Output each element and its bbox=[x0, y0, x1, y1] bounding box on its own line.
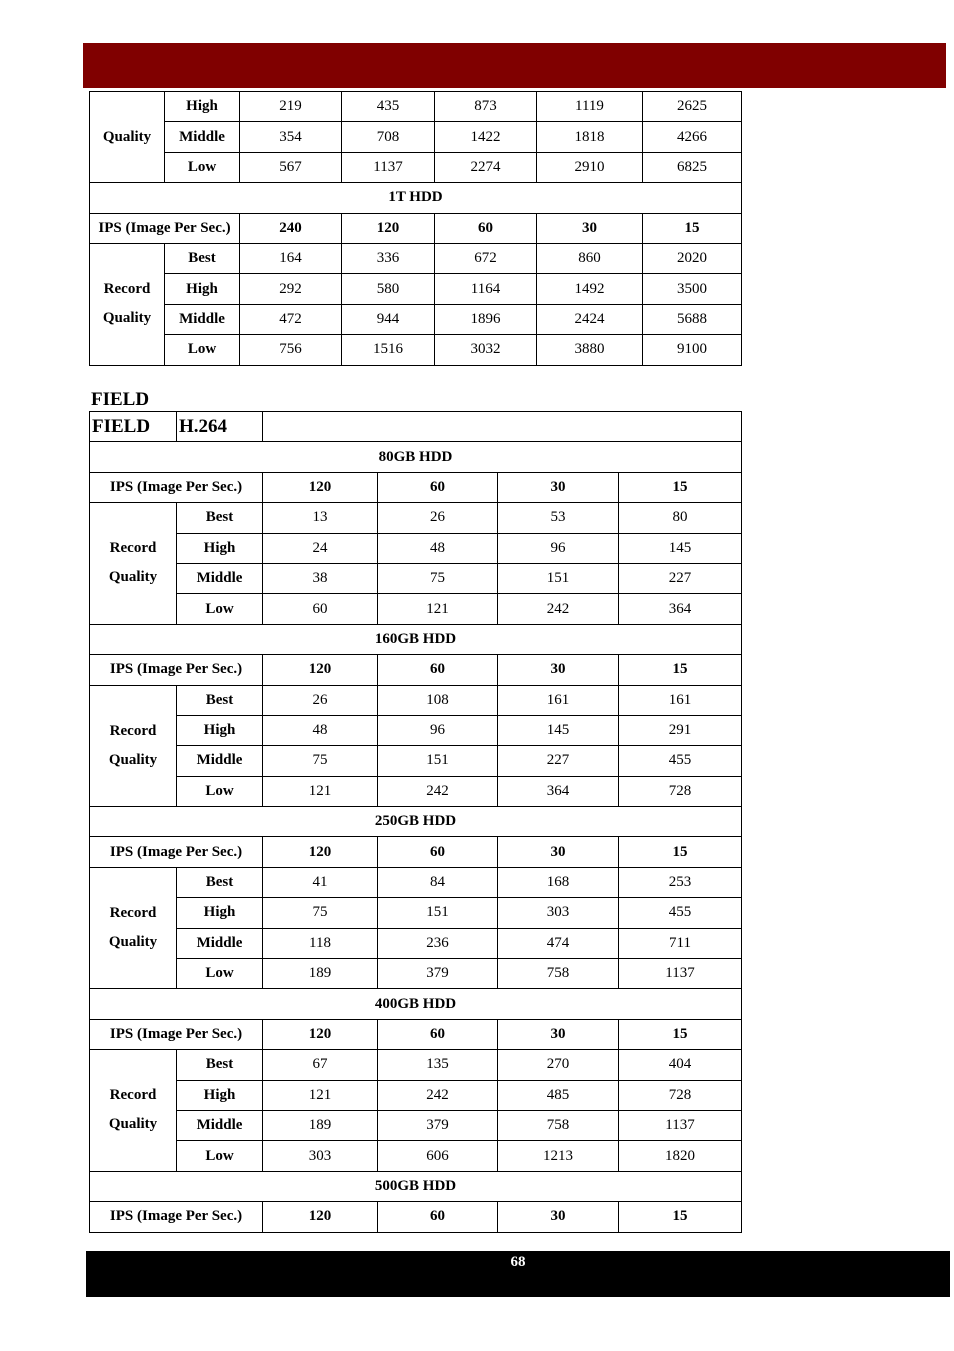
ips-label: IPS (Image Per Sec.) bbox=[90, 1019, 263, 1049]
table-row bbox=[90, 274, 742, 304]
hdd-section-title: 80GB HDD bbox=[90, 442, 742, 472]
value-cell: 404 bbox=[619, 1050, 742, 1080]
value-cell: 3880 bbox=[537, 335, 643, 365]
value-cell: 2424 bbox=[537, 304, 643, 334]
value-cell: 219 bbox=[240, 92, 342, 122]
value-cell: 4266 bbox=[643, 122, 742, 152]
value-cell: 227 bbox=[619, 563, 742, 593]
table-row bbox=[90, 1050, 742, 1080]
table-row bbox=[90, 1141, 742, 1171]
value-cell: 873 bbox=[435, 92, 537, 122]
ips-value: 120 bbox=[342, 213, 435, 243]
value-cell: 6825 bbox=[643, 152, 742, 182]
record-quality-label bbox=[90, 867, 177, 989]
quality-level: Low bbox=[177, 776, 263, 806]
table-row bbox=[90, 655, 742, 685]
value-cell: 26 bbox=[378, 503, 498, 533]
table-row bbox=[90, 442, 742, 472]
value-cell: 944 bbox=[342, 304, 435, 334]
ips-value: 120 bbox=[263, 1019, 378, 1049]
value-cell: 121 bbox=[263, 776, 378, 806]
ips-value: 120 bbox=[263, 472, 378, 502]
ips-value: 15 bbox=[619, 472, 742, 502]
table-row bbox=[90, 213, 742, 243]
table-row bbox=[90, 1110, 742, 1140]
value-cell: 121 bbox=[378, 594, 498, 624]
table-row bbox=[90, 533, 742, 563]
quality-level: High bbox=[165, 274, 240, 304]
value-cell: 3032 bbox=[435, 335, 537, 365]
value-cell: 96 bbox=[378, 715, 498, 745]
value-cell: 108 bbox=[378, 685, 498, 715]
ips-value: 60 bbox=[435, 213, 537, 243]
table-row bbox=[90, 837, 742, 867]
quality-level: Best bbox=[177, 685, 263, 715]
table-row bbox=[90, 746, 742, 776]
quality-label: Quality bbox=[108, 934, 158, 951]
quality-label: Quality bbox=[102, 310, 152, 327]
value-cell: 242 bbox=[378, 776, 498, 806]
value-cell: 1516 bbox=[342, 335, 435, 365]
ips-value: 120 bbox=[263, 837, 378, 867]
ips-label: IPS (Image Per Sec.) bbox=[90, 837, 263, 867]
value-cell: 474 bbox=[498, 928, 619, 958]
ips-value: 60 bbox=[378, 472, 498, 502]
value-cell: 1164 bbox=[435, 274, 537, 304]
table-row bbox=[90, 776, 742, 806]
ips-value: 120 bbox=[263, 1202, 378, 1232]
value-cell: 2020 bbox=[643, 243, 742, 273]
field-section-title: FIELD bbox=[91, 389, 150, 410]
hdd-section-title: 500GB HDD bbox=[90, 1171, 742, 1201]
value-cell: 1820 bbox=[619, 1141, 742, 1171]
empty-header-cell bbox=[263, 412, 742, 442]
ips-value: 30 bbox=[537, 213, 643, 243]
record-quality-label bbox=[90, 685, 177, 807]
value-cell: 242 bbox=[378, 1080, 498, 1110]
quality-label: Quality bbox=[108, 569, 158, 586]
value-cell: 291 bbox=[619, 715, 742, 745]
top-table bbox=[89, 91, 742, 366]
table-row bbox=[90, 152, 742, 182]
ips-value: 15 bbox=[643, 213, 742, 243]
quality-level: Best bbox=[165, 243, 240, 273]
value-cell: 84 bbox=[378, 867, 498, 897]
quality-level: Low bbox=[177, 959, 263, 989]
quality-level: High bbox=[177, 533, 263, 563]
quality-level: High bbox=[177, 1080, 263, 1110]
hdd-section-title: 250GB HDD bbox=[90, 807, 742, 837]
table-row bbox=[90, 624, 742, 654]
value-cell: 758 bbox=[498, 959, 619, 989]
table-row bbox=[90, 807, 742, 837]
value-cell: 38 bbox=[263, 563, 378, 593]
quality-level: High bbox=[177, 898, 263, 928]
table-row bbox=[90, 1202, 742, 1232]
value-cell: 151 bbox=[378, 746, 498, 776]
value-cell: 580 bbox=[342, 274, 435, 304]
value-cell: 455 bbox=[619, 898, 742, 928]
value-cell: 379 bbox=[378, 1110, 498, 1140]
quality-level: Best bbox=[177, 867, 263, 897]
value-cell: 60 bbox=[263, 594, 378, 624]
quality-label: Quality bbox=[108, 1116, 158, 1133]
value-cell: 96 bbox=[498, 533, 619, 563]
quality-level: Middle bbox=[177, 746, 263, 776]
quality-level: Middle bbox=[177, 928, 263, 958]
hdd-section-title: 400GB HDD bbox=[90, 989, 742, 1019]
table-row bbox=[90, 472, 742, 502]
value-cell: 242 bbox=[498, 594, 619, 624]
value-cell: 672 bbox=[435, 243, 537, 273]
record-label: Record bbox=[109, 540, 157, 557]
table-row bbox=[90, 685, 742, 715]
value-cell: 1818 bbox=[537, 122, 643, 152]
value-cell: 26 bbox=[263, 685, 378, 715]
value-cell: 135 bbox=[378, 1050, 498, 1080]
ips-value: 30 bbox=[498, 655, 619, 685]
value-cell: 379 bbox=[378, 959, 498, 989]
table-row bbox=[90, 563, 742, 593]
table-row bbox=[90, 122, 742, 152]
value-cell: 2274 bbox=[435, 152, 537, 182]
value-cell: 1137 bbox=[619, 959, 742, 989]
ips-value: 15 bbox=[619, 1019, 742, 1049]
value-cell: 151 bbox=[498, 563, 619, 593]
ips-value: 60 bbox=[378, 655, 498, 685]
field-table bbox=[89, 411, 742, 1233]
value-cell: 756 bbox=[240, 335, 342, 365]
table-row bbox=[90, 335, 742, 365]
quality-level: Low bbox=[177, 1141, 263, 1171]
value-cell: 5688 bbox=[643, 304, 742, 334]
ips-value: 15 bbox=[619, 1202, 742, 1232]
footer-bar bbox=[86, 1251, 950, 1297]
ips-value: 30 bbox=[498, 837, 619, 867]
value-cell: 270 bbox=[498, 1050, 619, 1080]
record-quality-label bbox=[90, 243, 165, 365]
ips-value: 30 bbox=[498, 1202, 619, 1232]
table-row bbox=[90, 1019, 742, 1049]
value-cell: 253 bbox=[619, 867, 742, 897]
ips-value: 30 bbox=[498, 472, 619, 502]
value-cell: 728 bbox=[619, 1080, 742, 1110]
ips-value: 60 bbox=[378, 1202, 498, 1232]
field-header-cell: FIELD bbox=[90, 412, 177, 442]
value-cell: 145 bbox=[498, 715, 619, 745]
value-cell: 41 bbox=[263, 867, 378, 897]
page-number: 68 bbox=[510, 1254, 526, 1270]
table-row bbox=[90, 959, 742, 989]
value-cell: 728 bbox=[619, 776, 742, 806]
record-quality-label bbox=[90, 1050, 177, 1172]
table-row bbox=[90, 867, 742, 897]
value-cell: 145 bbox=[619, 533, 742, 563]
table-row bbox=[90, 1080, 742, 1110]
record-label: Record bbox=[103, 281, 151, 298]
table-row bbox=[90, 412, 742, 442]
value-cell: 2910 bbox=[537, 152, 643, 182]
value-cell: 227 bbox=[498, 746, 619, 776]
value-cell: 13 bbox=[263, 503, 378, 533]
table-row bbox=[90, 898, 742, 928]
value-cell: 2625 bbox=[643, 92, 742, 122]
table-row bbox=[90, 928, 742, 958]
value-cell: 121 bbox=[263, 1080, 378, 1110]
value-cell: 606 bbox=[378, 1141, 498, 1171]
hdd-section-title: 1T HDD bbox=[90, 183, 742, 213]
value-cell: 164 bbox=[240, 243, 342, 273]
value-cell: 435 bbox=[342, 92, 435, 122]
value-cell: 364 bbox=[498, 776, 619, 806]
value-cell: 80 bbox=[619, 503, 742, 533]
ips-label: IPS (Image Per Sec.) bbox=[90, 213, 240, 243]
value-cell: 708 bbox=[342, 122, 435, 152]
table-row bbox=[90, 715, 742, 745]
value-cell: 1119 bbox=[537, 92, 643, 122]
value-cell: 364 bbox=[619, 594, 742, 624]
quality-label: Quality bbox=[108, 751, 158, 768]
table-row bbox=[90, 989, 742, 1019]
hdd-section-title: 160GB HDD bbox=[90, 624, 742, 654]
ips-value: 15 bbox=[619, 655, 742, 685]
value-cell: 75 bbox=[263, 746, 378, 776]
value-cell: 75 bbox=[263, 898, 378, 928]
value-cell: 292 bbox=[240, 274, 342, 304]
table-row bbox=[90, 1171, 742, 1201]
value-cell: 1213 bbox=[498, 1141, 619, 1171]
value-cell: 151 bbox=[378, 898, 498, 928]
value-cell: 354 bbox=[240, 122, 342, 152]
table-row bbox=[90, 594, 742, 624]
record-label: Record bbox=[109, 722, 157, 739]
value-cell: 567 bbox=[240, 152, 342, 182]
value-cell: 472 bbox=[240, 304, 342, 334]
table-row bbox=[90, 243, 742, 273]
ips-value: 120 bbox=[263, 655, 378, 685]
ips-value: 30 bbox=[498, 1019, 619, 1049]
quality-level: Low bbox=[165, 335, 240, 365]
value-cell: 860 bbox=[537, 243, 643, 273]
value-cell: 485 bbox=[498, 1080, 619, 1110]
ips-label: IPS (Image Per Sec.) bbox=[90, 472, 263, 502]
value-cell: 67 bbox=[263, 1050, 378, 1080]
value-cell: 189 bbox=[263, 1110, 378, 1140]
value-cell: 1137 bbox=[342, 152, 435, 182]
value-cell: 189 bbox=[263, 959, 378, 989]
value-cell: 711 bbox=[619, 928, 742, 958]
value-cell: 161 bbox=[498, 685, 619, 715]
quality-level: Middle bbox=[165, 122, 240, 152]
quality-level: Middle bbox=[177, 1110, 263, 1140]
quality-level: Middle bbox=[165, 304, 240, 334]
value-cell: 1492 bbox=[537, 274, 643, 304]
table-row bbox=[90, 92, 742, 122]
table-row bbox=[90, 304, 742, 334]
value-cell: 53 bbox=[498, 503, 619, 533]
quality-level: Low bbox=[165, 152, 240, 182]
quality-level: Best bbox=[177, 1050, 263, 1080]
quality-level: Low bbox=[177, 594, 263, 624]
value-cell: 236 bbox=[378, 928, 498, 958]
quality-level: Best bbox=[177, 503, 263, 533]
record-label: Record bbox=[109, 905, 157, 922]
value-cell: 336 bbox=[342, 243, 435, 273]
quality-level: High bbox=[177, 715, 263, 745]
record-label: Record bbox=[109, 1087, 157, 1104]
value-cell: 303 bbox=[263, 1141, 378, 1171]
value-cell: 1896 bbox=[435, 304, 537, 334]
ips-label: IPS (Image Per Sec.) bbox=[90, 655, 263, 685]
table-row bbox=[90, 183, 742, 213]
value-cell: 48 bbox=[378, 533, 498, 563]
table-row bbox=[90, 503, 742, 533]
record-quality-label bbox=[90, 503, 177, 625]
ips-value: 15 bbox=[619, 837, 742, 867]
value-cell: 75 bbox=[378, 563, 498, 593]
ips-value: 60 bbox=[378, 1019, 498, 1049]
value-cell: 24 bbox=[263, 533, 378, 563]
quality-level: High bbox=[165, 92, 240, 122]
value-cell: 161 bbox=[619, 685, 742, 715]
value-cell: 758 bbox=[498, 1110, 619, 1140]
value-cell: 1422 bbox=[435, 122, 537, 152]
quality-label: Quality bbox=[90, 92, 165, 183]
ips-label: IPS (Image Per Sec.) bbox=[90, 1202, 263, 1232]
value-cell: 303 bbox=[498, 898, 619, 928]
quality-level: Middle bbox=[177, 563, 263, 593]
value-cell: 118 bbox=[263, 928, 378, 958]
value-cell: 1137 bbox=[619, 1110, 742, 1140]
value-cell: 48 bbox=[263, 715, 378, 745]
codec-header-cell: H.264 bbox=[177, 412, 263, 442]
value-cell: 455 bbox=[619, 746, 742, 776]
ips-value: 240 bbox=[240, 213, 342, 243]
value-cell: 3500 bbox=[643, 274, 742, 304]
value-cell: 9100 bbox=[643, 335, 742, 365]
value-cell: 168 bbox=[498, 867, 619, 897]
header-bar bbox=[83, 43, 946, 88]
ips-value: 60 bbox=[378, 837, 498, 867]
